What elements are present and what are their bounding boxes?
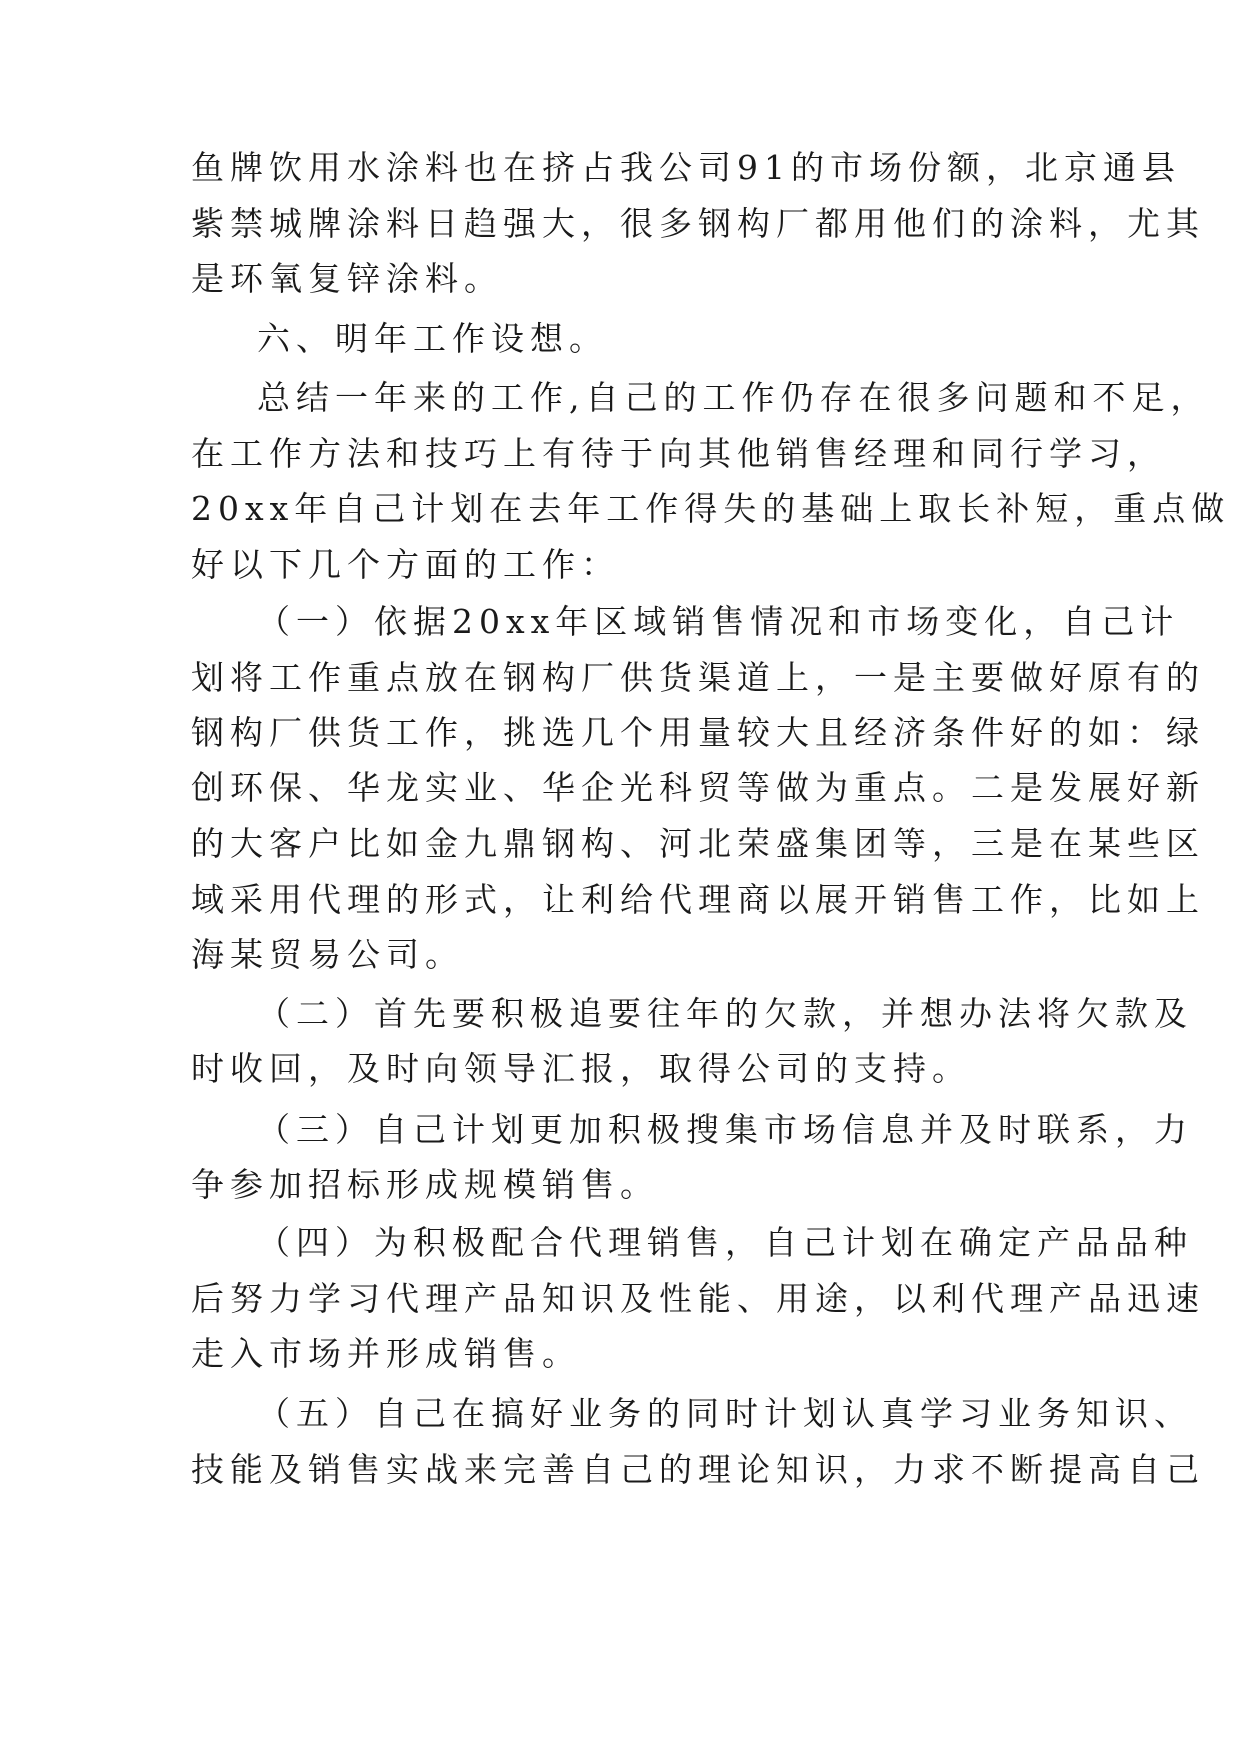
text-line: （一）依据20xx年区域销售情况和市场变化，自己计 — [257, 602, 1180, 641]
text-line: 好以下几个方面的工作： — [191, 545, 620, 584]
text-line: 划将工作重点放在钢构厂供货渠道上，一是主要做好原有的 — [191, 658, 1205, 697]
text-line: 总结一年来的工作,自己的工作仍存在很多问题和不足， — [257, 378, 1210, 417]
text-line: 创环保、华龙实业、华企光科贸等做为重点。二是发展好新 — [191, 768, 1205, 807]
text-line: （二）首先要积极追要往年的欠款，并想办法将欠款及 — [257, 994, 1193, 1033]
text-line: 钢构厂供货工作，挑选几个用量较大且经济条件好的如：绿 — [191, 713, 1205, 752]
section-heading: 六、明年工作设想。 — [257, 319, 608, 358]
text-line: （四）为积极配合代理销售，自己计划在确定产品品种 — [257, 1223, 1193, 1262]
text-line: 争参加招标形成规模销售。 — [191, 1165, 659, 1204]
text-line: 海某贸易公司。 — [191, 935, 464, 974]
text-line: 是环氧复锌涂料。 — [191, 259, 503, 298]
text-line: 走入市场并形成销售。 — [191, 1334, 581, 1373]
text-line: 时收回，及时向领导汇报，取得公司的支持。 — [191, 1049, 971, 1088]
text-line: 域采用代理的形式，让利给代理商以展开销售工作，比如上 — [191, 880, 1205, 919]
text-line: 后努力学习代理产品知识及性能、用途，以利代理产品迅速 — [191, 1279, 1205, 1318]
text-line: 的大客户比如金九鼎钢构、河北荣盛集团等，三是在某些区 — [191, 824, 1205, 863]
text-line: 在工作方法和技巧上有待于向其他销售经理和同行学习， — [191, 434, 1166, 473]
text-line: （五）自己在搞好业务的同时计划认真学习业务知识、 — [257, 1394, 1193, 1433]
text-line: 20xx年自己计划在去年工作得失的基础上取长补短，重点做 — [191, 489, 1231, 528]
text-line: （三）自己计划更加积极搜集市场信息并及时联系，力 — [257, 1110, 1193, 1149]
text-line: 鱼牌饮用水涂料也在挤占我公司91的市场份额，北京通县 — [191, 148, 1181, 187]
text-line: 紫禁城牌涂料日趋强大，很多钢构厂都用他们的涂料，尤其 — [191, 204, 1205, 243]
text-line: 技能及销售实战来完善自己的理论知识，力求不断提高自己 — [191, 1450, 1205, 1489]
